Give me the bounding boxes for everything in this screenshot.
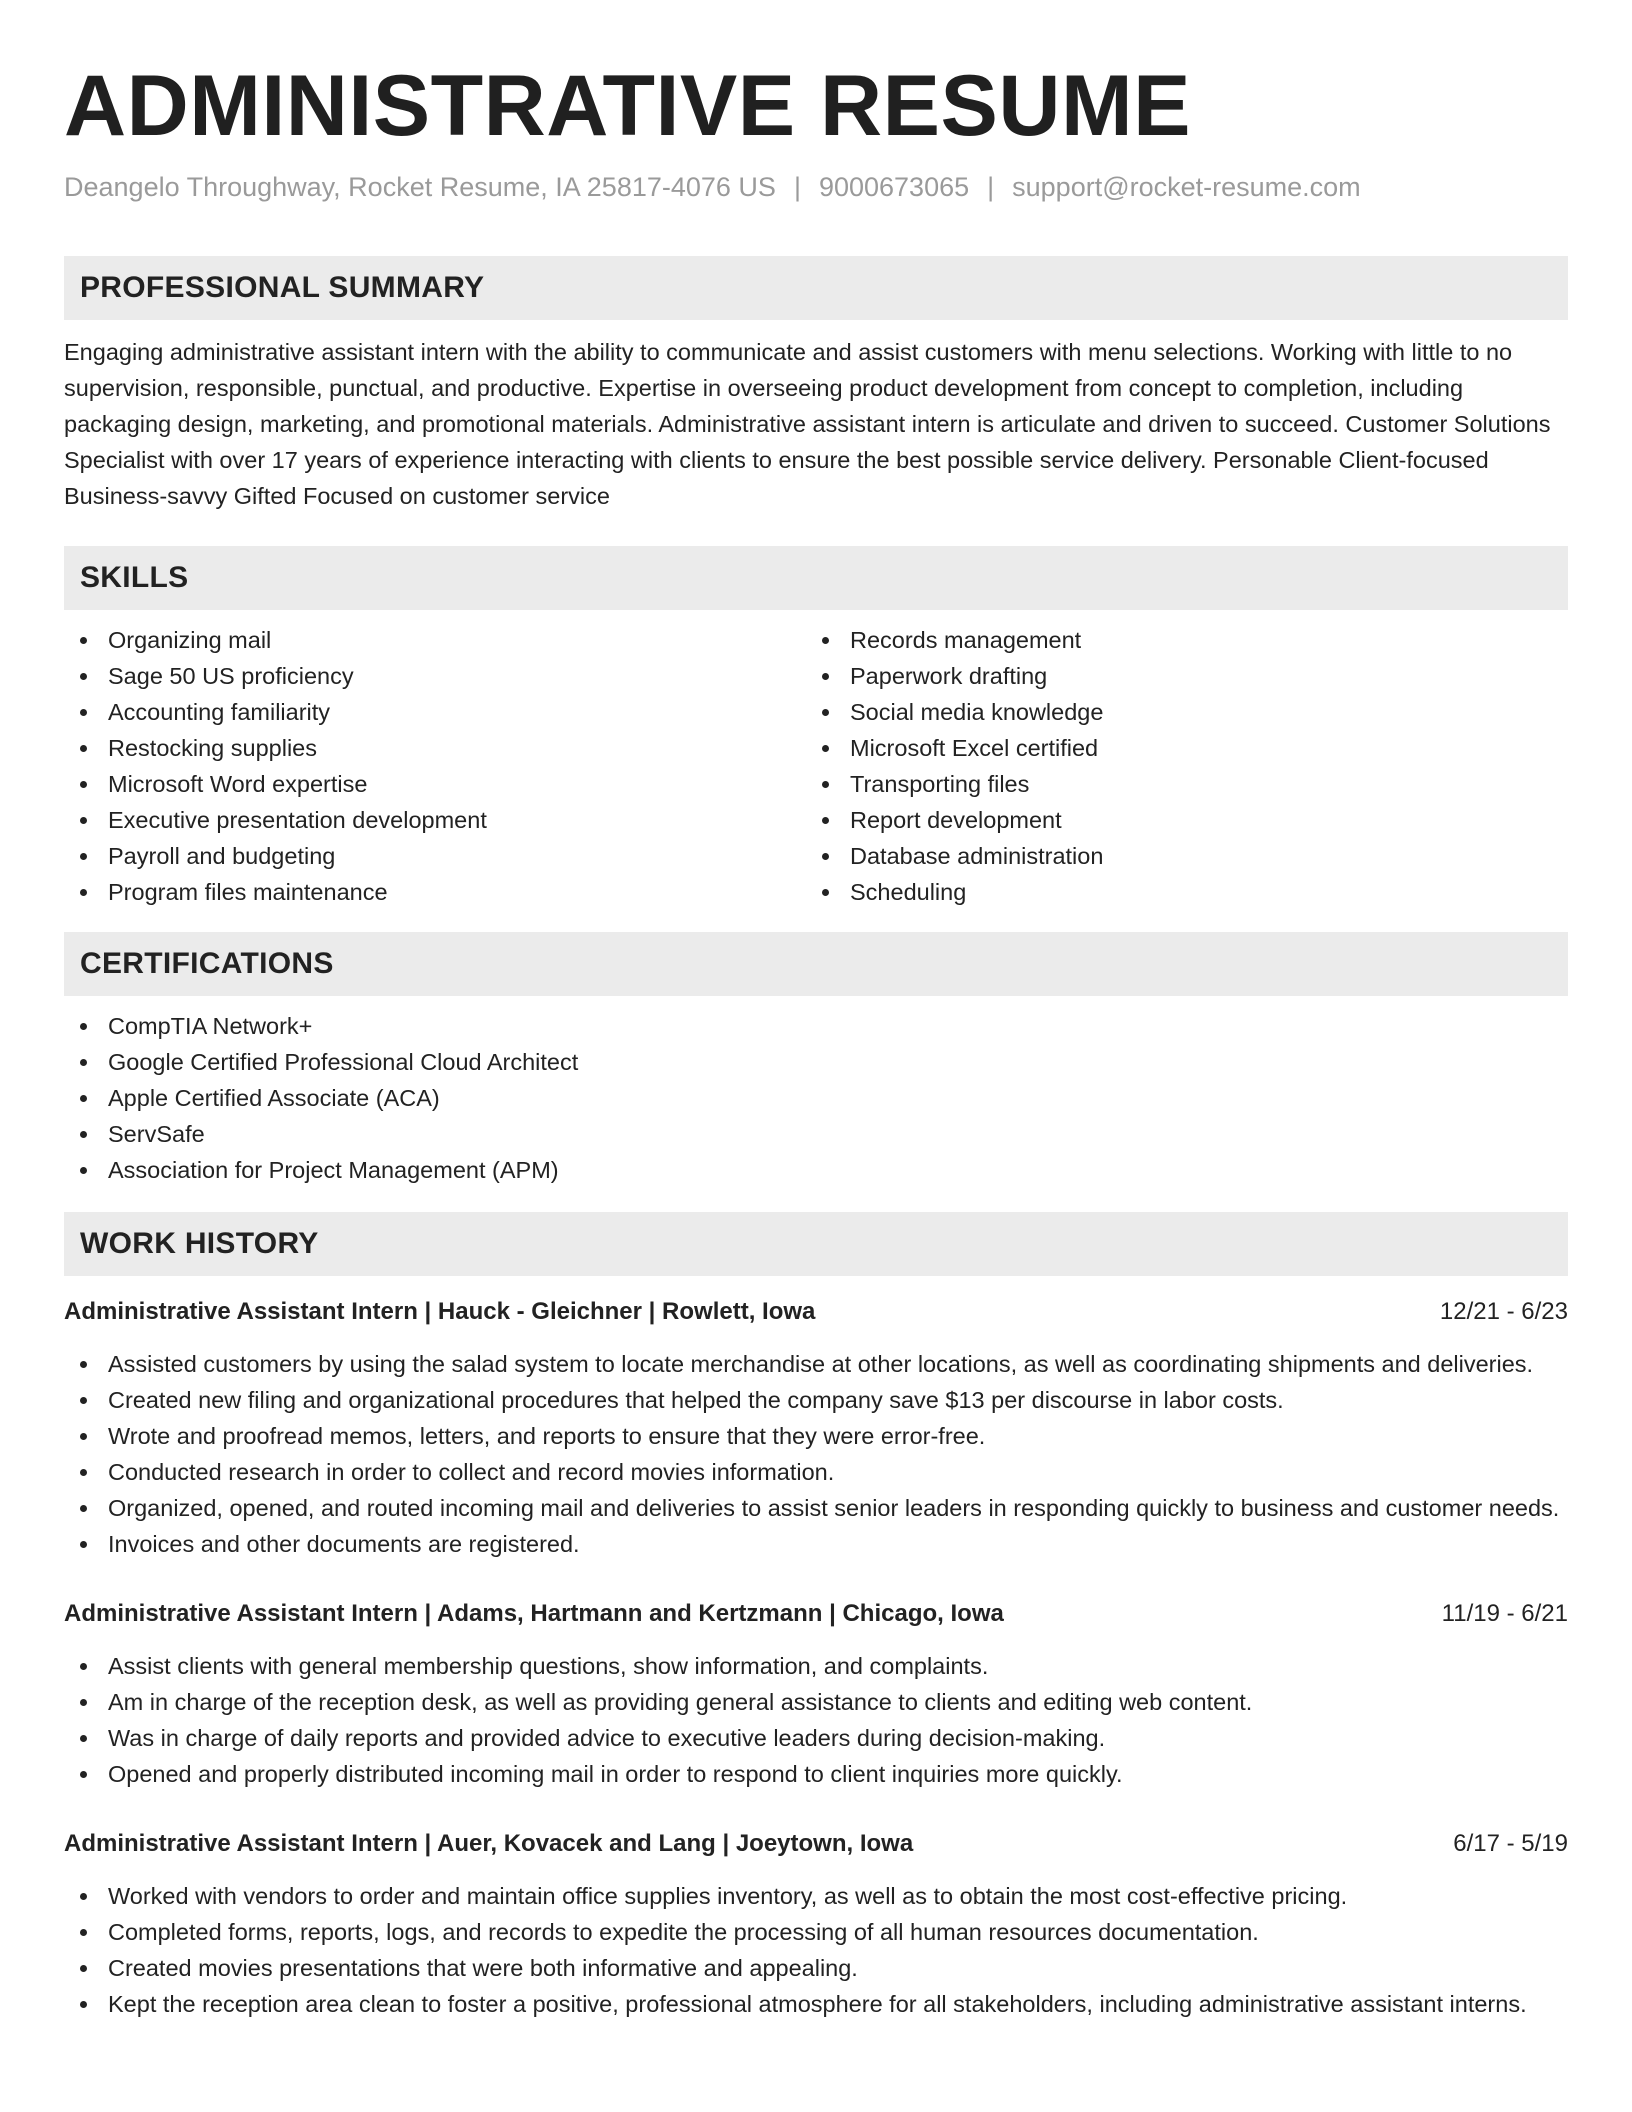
job-bullet: Worked with vendors to order and maintain office supplies inventory, as well as to obtain the most cost-effective pricing.: [64, 1878, 1568, 1914]
job-bullet: Wrote and proofread memos, letters, and reports to ensure that they were error-free.: [64, 1418, 1568, 1454]
skills-grid: [64, 622, 1568, 910]
job-bullets: [64, 1346, 1568, 1562]
contact-line: [64, 170, 1568, 204]
contact-separator: |: [987, 172, 995, 202]
job-bullet: Invoices and other documents are registered.: [64, 1526, 1568, 1562]
skill-item: Paperwork drafting: [806, 658, 1548, 694]
job-entry: [64, 1294, 1568, 1562]
certification-item: CompTIA Network+: [64, 1008, 1568, 1044]
job-header: [64, 1294, 1568, 1330]
job-title: Administrative Assistant Intern | Adams, Hartmann and Kertzmann | Chicago, Iowa: [64, 1600, 1004, 1627]
job-header: [64, 1596, 1568, 1632]
certification-item: Google Certified Professional Cloud Architect: [64, 1044, 1568, 1080]
job-title: Administrative Assistant Intern | Hauck - Gleichner | Rowlett, Iowa: [64, 1298, 816, 1325]
skill-item: Records management: [806, 622, 1548, 658]
job-entry: [64, 1826, 1568, 2022]
certification-item: ServSafe: [64, 1116, 1568, 1152]
contact-phone: 9000673065: [818, 172, 970, 202]
section-header-work-history: WORK HISTORY: [64, 1212, 1568, 1276]
job-bullet: Conducted research in order to collect and record movies information.: [64, 1454, 1568, 1490]
summary-text: Engaging administrative assistant intern with the ability to communicate and assist customers with menu selections. Working with little to no supervision, responsible, punctual, and productive. Expertise in overseeing product development from concept to completion, including packaging design, marketing, and promotional materials. Administrative assistant intern is articulate and driven to succeed. Customer Solutions Specialist with over 17 years of experience interacting with clients to ensure the best possible service delivery. Personable Client-focused Business-savvy Gifted Focused on customer service: [64, 339, 1551, 509]
skill-item: Program files maintenance: [64, 874, 806, 910]
skill-item: Microsoft Excel certified: [806, 730, 1548, 766]
contact-address: Deangelo Throughway, Rocket Resume, IA 25817-4076 US: [64, 172, 776, 202]
job-title: Administrative Assistant Intern | Auer, Kovacek and Lang | Joeytown, Iowa: [64, 1830, 914, 1857]
skill-item: Sage 50 US proficiency: [64, 658, 806, 694]
job-bullet: Completed forms, reports, logs, and records to expedite the processing of all human resources documentation.: [64, 1914, 1568, 1950]
skill-item: Organizing mail: [64, 622, 806, 658]
section-header-skills: SKILLS: [64, 546, 1568, 610]
contact-separator: |: [793, 172, 801, 202]
skill-item: Executive presentation development: [64, 802, 806, 838]
skills-list-left: [64, 622, 806, 910]
job-bullet: Created new filing and organizational procedures that helped the company save $13 per discourse in labor costs.: [64, 1382, 1568, 1418]
skill-item: Database administration: [806, 838, 1548, 874]
job-dates: 12/21 - 6/23: [1439, 1298, 1568, 1325]
section-header-certifications: CERTIFICATIONS: [64, 932, 1568, 996]
certifications-list: [64, 1008, 1568, 1188]
job-dates: 11/19 - 6/21: [1441, 1600, 1568, 1627]
job-bullet: Organized, opened, and routed incoming mail and deliveries to assist senior leaders in responding quickly to business and customer needs.: [64, 1490, 1568, 1526]
job-bullet: Am in charge of the reception desk, as well as providing general assistance to clients and editing web content.: [64, 1684, 1568, 1720]
skill-item: Payroll and budgeting: [64, 838, 806, 874]
job-bullet: Opened and properly distributed incoming mail in order to respond to client inquiries more quickly.: [64, 1756, 1568, 1792]
job-bullet: Kept the reception area clean to foster a positive, professional atmosphere for all stakeholders, including administrative assistant interns.: [64, 1986, 1568, 2022]
resume-title: ADMINISTRATIVE RESUME: [64, 58, 1191, 154]
certification-item: Apple Certified Associate (ACA): [64, 1080, 1568, 1116]
skill-item: Accounting familiarity: [64, 694, 806, 730]
job-bullets: [64, 1878, 1568, 2022]
section-header-summary: PROFESSIONAL SUMMARY: [64, 256, 1568, 320]
job-bullet: Was in charge of daily reports and provided advice to executive leaders during decision-making.: [64, 1720, 1568, 1756]
certification-item: Association for Project Management (APM): [64, 1152, 1568, 1188]
contact-email: support@rocket-resume.com: [1012, 172, 1361, 202]
job-bullet: Assisted customers by using the salad system to locate merchandise at other locations, as well as coordinating shipments and deliveries.: [64, 1346, 1568, 1382]
job-bullet: Assist clients with general membership questions, show information, and complaints.: [64, 1648, 1568, 1684]
skill-item: Scheduling: [806, 874, 1548, 910]
skill-item: Transporting files: [806, 766, 1548, 802]
work-history-list: [64, 1294, 1568, 2022]
job-bullet: Created movies presentations that were both informative and appealing.: [64, 1950, 1568, 1986]
skill-item: Report development: [806, 802, 1548, 838]
job-entry: [64, 1596, 1568, 1792]
skills-list-right: [806, 622, 1548, 910]
skill-item: Microsoft Word expertise: [64, 766, 806, 802]
job-dates: 6/17 - 5/19: [1453, 1830, 1568, 1857]
job-header: [64, 1826, 1568, 1862]
skill-item: Restocking supplies: [64, 730, 806, 766]
skill-item: Social media knowledge: [806, 694, 1548, 730]
job-bullets: [64, 1648, 1568, 1792]
